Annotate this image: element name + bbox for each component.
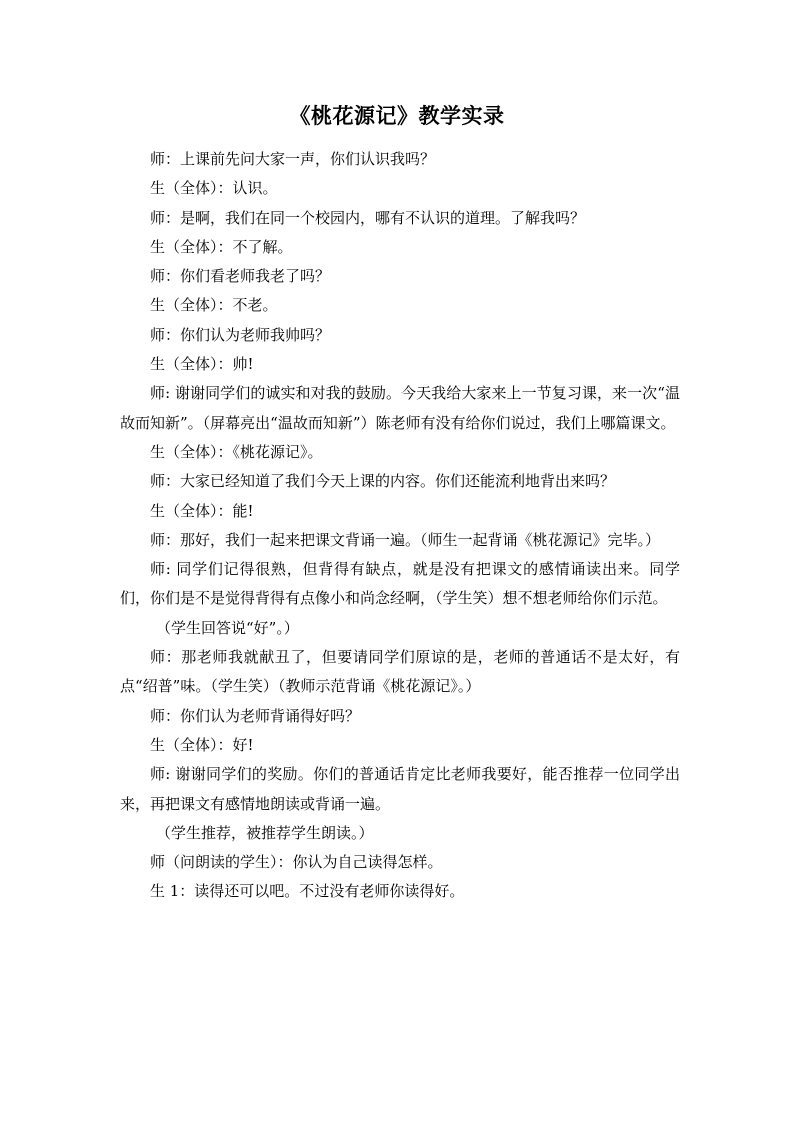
paragraph: 师：那老师我就献丑了，但要请同学们原谅的是，老师的普通话不是太好，有点“绍普”味。（学生笑）（教师示范背诵《桃花源记》。） (120, 648, 680, 696)
paragraph: 师：那好，我们一起来把课文背诵一遍。（师生一起背诵《桃花源记》完毕。） (150, 530, 661, 549)
paragraph: 生（全体）：帅! (150, 355, 254, 374)
document-title: 《桃花源记》教学实录 (289, 103, 505, 128)
paragraph: 生（全体）：不了解。 (150, 237, 293, 256)
paragraph: 师：大家已经知道了我们今天上课的内容。你们还能流利地背出来吗？ (150, 472, 616, 491)
paragraph: 师（问朗读的学生）：你认为自己读得怎样。 (150, 853, 443, 872)
paragraph: 生（全体）：不老。 (150, 296, 278, 315)
paragraph: 师：你们认为老师我帅吗？ (150, 325, 331, 344)
paragraph: 生（全体）：能! (150, 501, 254, 520)
paragraph: 师: 谢谢同学们的奖励。你们的普通话肯定比老师我要好，能否推荐一位同学出来，再把课文有感情地朗读或背诵一遍。 (120, 765, 680, 813)
paragraph: 生（全体）：《桃花源记》。 (150, 442, 323, 461)
paragraph: 师：你们认为老师背诵得好吗？ (150, 706, 361, 725)
paragraph: 师: 同学们记得很熟，但背得有缺点，就是没有把课文的感情诵读出来。同学们，你们是不是觉得背得有点像小和尚念经啊，（学生笑）想不想老师给你们示范。 (120, 560, 680, 608)
document-body (120, 145, 680, 907)
paragraph: 生（全体）：好! (150, 735, 254, 754)
paragraph: 生（全体）：认识。 (150, 179, 278, 198)
paragraph: 师：是啊，我们在同一个校园内，哪有不认识的道理。了解我吗？ (150, 208, 586, 227)
paragraph: 师：你们看老师我老了吗？ (150, 267, 331, 286)
paragraph: 师: 谢谢同学们的诚实和对我的鼓励。今天我给大家来上一节复习课，来一次“温故而知新”。（屏幕亮出“温故而知新”）陈老师有没有给你们说过，我们上哪篇课文。 (120, 384, 680, 432)
stage-note: （学生回答说“好”。） (156, 618, 299, 637)
paragraph: 师：上课前先问大家一声，你们认识我吗？ (150, 150, 436, 168)
paragraph: 生 1：读得还可以吧。不过没有老师你读得好。 (150, 882, 465, 901)
stage-note: （学生推荐，被推荐学生朗读。） (156, 823, 374, 842)
